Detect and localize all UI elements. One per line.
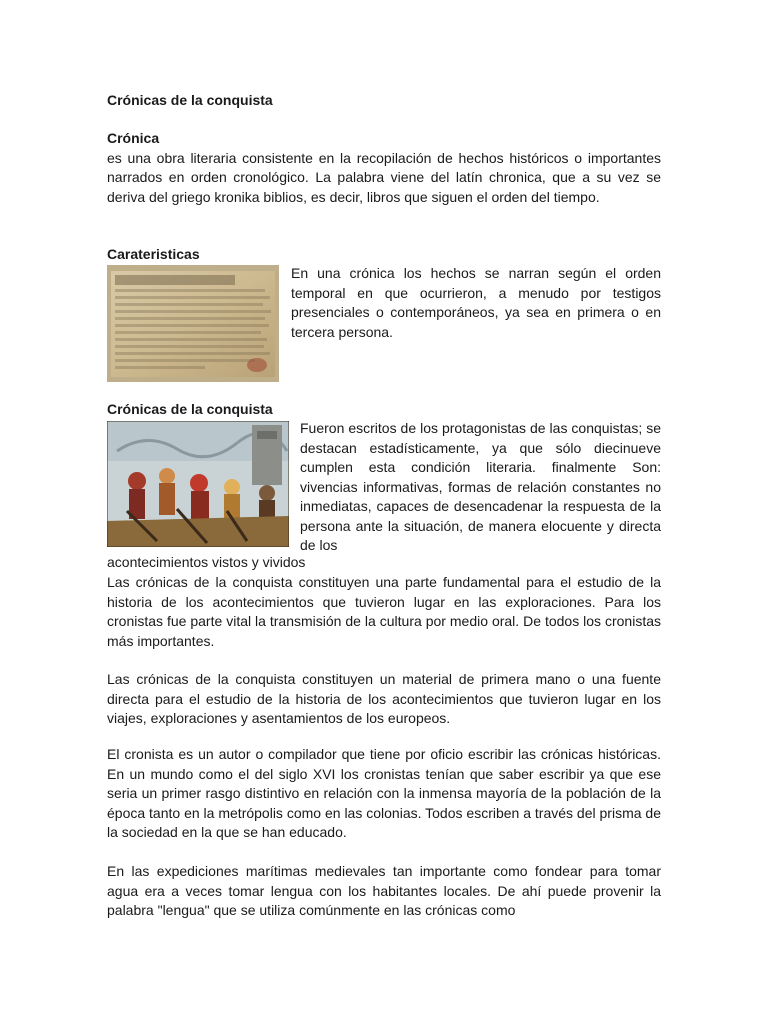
page-title: Crónicas de la conquista bbox=[107, 92, 273, 108]
paragraph-4 bbox=[107, 862, 661, 921]
manuscript-image bbox=[107, 265, 279, 382]
section-body-conquista-tail: acontecimientos vistos y vividos bbox=[107, 554, 306, 570]
section-heading-cronica: Crónica bbox=[107, 130, 160, 146]
section-cronica bbox=[107, 129, 661, 207]
paragraph-text: En las expediciones marítimas medievales tan importante como fondear para tomar agua era a veces tomar lengua con los habitantes locales. De ahí puede provenir la palabra "lengua" que se utiliza comúnmente en las crónicas como bbox=[107, 863, 661, 918]
paragraph-text: Las crónicas de la conquista constituyen un material de primera mano o una fuente directa para el estudio de la historia de los acontecimientos que tuvieron lugar en los viajes, exploraciones y asentamientos de los europeos. bbox=[107, 671, 661, 726]
section-heading-caracteristicas: Carateristicas bbox=[107, 246, 200, 262]
section-heading-conquista: Crónicas de la conquista bbox=[107, 401, 273, 417]
paragraph-text: Las crónicas de la conquista constituyen una parte fundamental para el estudio de la historia de los acontecimientos que tuvieron lugar en las exploraciones. Para los cronistas fue parte vital la transmisión de la cultura por medio oral. De todos los cronistas más importantes. bbox=[107, 574, 661, 649]
paragraph-text: El cronista es un autor o compilador que tiene por oficio escribir las crónicas históricas. En un mundo como el del siglo XVI los cronistas tenían que saber escribir ya que ese seria un primer rasgo distintivo en relación con la inmensa mayoría de la población de la época tanto en la metrópolis como en las colonias. Todos escriben a través del prisma de la sociedad en la que se han educado. bbox=[107, 746, 661, 840]
paragraph-3 bbox=[107, 745, 661, 843]
section-body-caracteristicas: En una crónica los hechos se narran según el orden temporal en que ocurrieron, a menudo por testigos presenciales o contemporáneos, ya sea en primera o en tercera persona. bbox=[291, 265, 661, 340]
paragraph-1 bbox=[107, 573, 661, 651]
section-body-conquista-wrap: Fueron escritos de los protagonistas de las conquistas; se destacan estadísticamente, ya que sólo diecinueve cumplen esta condición literaria. finalmente Son: vivencias informativas, formas de relación constantes no inmediatas, capaces de desencadenar la respuesta de la persona ante la situación, de manera elocuente y directa de los bbox=[300, 420, 661, 553]
paragraph-2 bbox=[107, 670, 661, 729]
section-body-cronica: es una obra literaria consistente en la recopilación de hechos históricos o importantes narrados en orden cronológico. La palabra viene del latín chronica, que a su vez se deriva del griego kronika biblios, es decir, libros que siguen el orden del tiempo. bbox=[107, 149, 661, 205]
conquest-battle-image bbox=[107, 421, 289, 547]
